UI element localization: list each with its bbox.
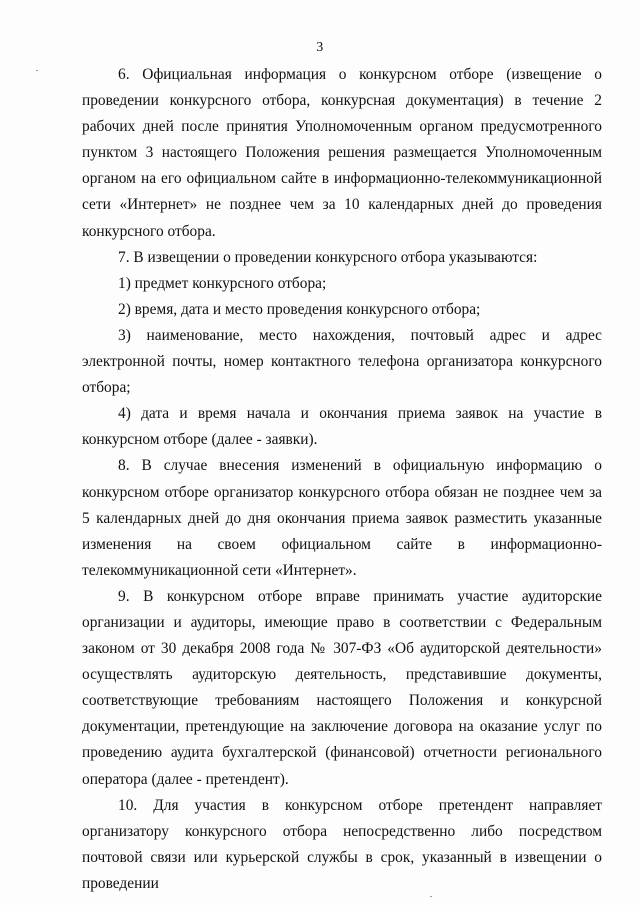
list-item-3-organizer-contacts: 3) наименование, место нахождения, почтовый адрес и адрес электронной почты, номер контактного телефона организатора конкурсного отбора; <box>82 326 602 397</box>
list-item-1-subject: 1) предмет конкурсного отбора; <box>118 274 327 292</box>
list-item-4-application-period: 4) дата и время начала и окончания приема заявок на участие в конкурсном отборе (далее - заявки). <box>82 405 602 449</box>
page-number: 3 <box>316 40 324 55</box>
scan-speck <box>430 896 432 897</box>
paragraph-8-changes: 8. В случае внесения изменений в официальную информацию о конкурсном отборе организатор конкурсного отбора обязан не позднее чем за 5 календарных дней до дня окончания приема заявок разместить указанные изменения на своем официальном сайте в информационно-телекоммуникационной сети «Интернет». <box>82 457 602 579</box>
scan-speck <box>36 70 38 71</box>
list-item-2-time-date-place: 2) время, дата и место проведения конкурсного отбора; <box>118 300 481 318</box>
paragraph-6-official-information: 6. Официальная информация о конкурсном отборе (извещение о проведении конкурсного отбора, конкурсная документация) в течение 2 рабочих дней после принятия Уполномоченным органом предусмотренного пунктом 3 настоящего Положения решения размещается Уполномоченным органом на его официальном сайте в информационно-телекоммуникационной сети «Интернет» не позднее чем за 10 календарных дней до проведения конкурсного отбора. <box>82 66 602 240</box>
paragraph-10-application-submission: 10. Для участия в конкурсном отборе претендент направляет организатору конкурсного отбора непосредственно либо посредством почтовой связи или курьерской службы в срок, указанный в извещении о проведении <box>82 796 602 892</box>
paragraph-9-participants: 9. В конкурсном отборе вправе принимать участие аудиторские организации и аудиторы, имеющие право в соответствии с Федеральным законом от 30 декабря 2008 года № 307-ФЗ «Об аудиторской деятельности» осуществлять аудиторскую деятельность, представившие документы, соответствующие требованиям настоящего Положения и конкурсной документации, претендующие на заключение договора на оказание услуг по проведению аудита бухгалтерской (финансовой) отчетности регионального оператора (далее - претендент). <box>82 587 602 788</box>
paragraph-7-notice-contents: 7. В извещении о проведении конкурсного отбора указываются: <box>118 248 538 266</box>
document-body <box>82 62 602 897</box>
